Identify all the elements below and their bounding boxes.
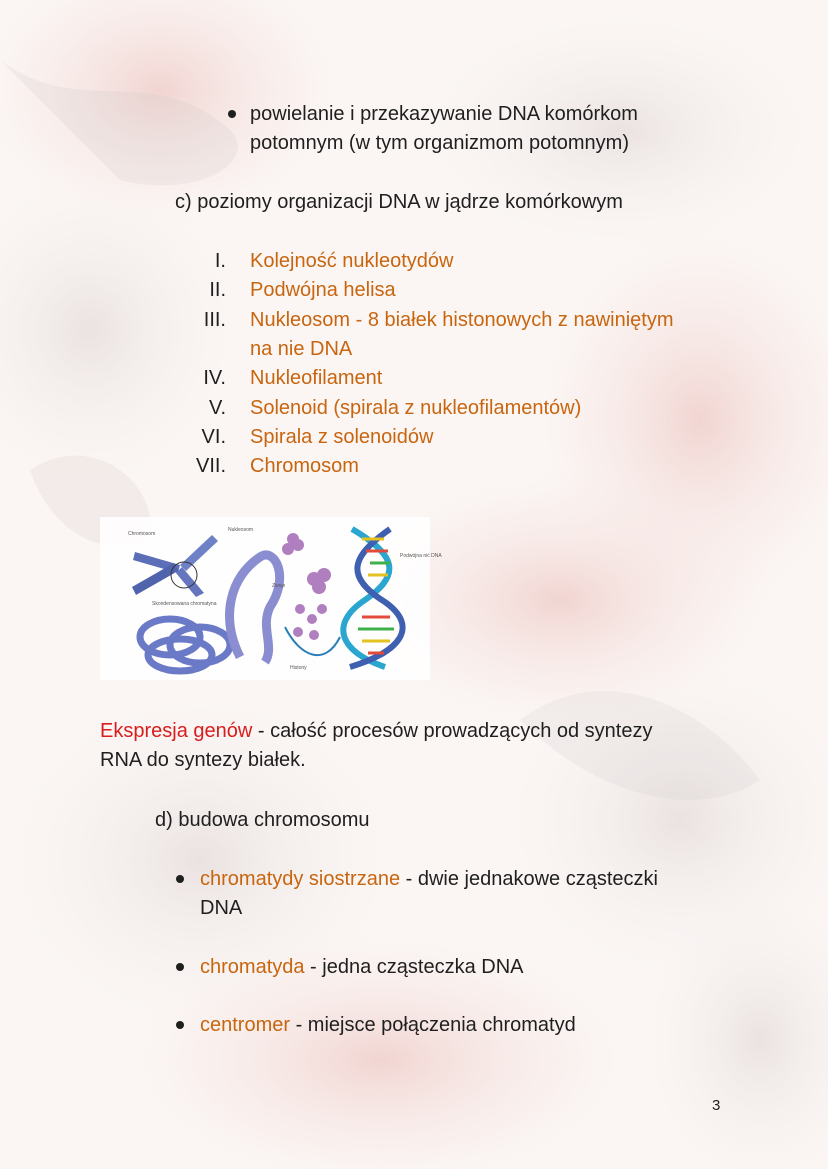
list-item-numeral: VII. xyxy=(195,455,226,477)
definition-term: chromatyda xyxy=(200,956,305,978)
expression-term: Ekspresja genów xyxy=(100,720,253,742)
definition-term: chromatydy siostrzane xyxy=(200,868,401,890)
definition-term: centromer xyxy=(200,1014,291,1036)
expression-definition-line2: RNA do syntezy białek. xyxy=(100,749,306,771)
bullet-dot xyxy=(176,963,184,971)
list-item-text-cont: na nie DNA xyxy=(250,338,353,360)
expression-definition: - całość procesów prowadzących od syntezy xyxy=(252,720,653,742)
bullet-text-line2: potomnym (w tym organizmom potomnym) xyxy=(250,132,629,154)
dna-organization-figure xyxy=(100,517,442,680)
section-c-heading: c) poziomy organizacji DNA w jądrze komórkowym xyxy=(175,191,623,213)
label-chromosome: Chromosom xyxy=(128,531,156,537)
list-item-numeral: I. xyxy=(214,250,226,272)
bullet-text-line1: powielanie i przekazywanie DNA komórkom xyxy=(250,103,638,125)
bullet-dot xyxy=(228,110,236,118)
list-item-text: Kolejność nukleotydów xyxy=(250,250,454,272)
list-item-numeral: IV. xyxy=(203,367,226,389)
bullet-dot xyxy=(176,875,184,883)
definition-text: - dwie jednakowe cząsteczki xyxy=(400,868,658,890)
list-item-numeral: II. xyxy=(209,279,226,301)
bullet-dot xyxy=(176,1021,184,1029)
expression-definition-line1 xyxy=(100,717,653,746)
list-item-text: Nukleosom - 8 białek histonowych z nawiniętym xyxy=(250,309,674,331)
page-number: 3 xyxy=(712,1097,721,1114)
list-item-text: Nukleofilament xyxy=(250,367,383,389)
list-item-text: Spirala z solenoidów xyxy=(250,426,434,448)
definition-text: - miejsce połączenia chromatyd xyxy=(290,1014,576,1036)
definition-text-cont: DNA xyxy=(200,897,243,919)
label-double-dna: Podwójna nić DNA xyxy=(400,553,442,559)
list-item-numeral: VI. xyxy=(201,426,226,448)
definition-item xyxy=(200,953,523,982)
definition-item xyxy=(200,1011,576,1040)
label-histones: Histony xyxy=(290,665,307,671)
list-item-text: Chromosom xyxy=(250,455,359,477)
list-item-text: Solenoid (spirala z nukleofilamentów) xyxy=(250,397,582,419)
label-nucleosome: Nukleosom xyxy=(228,527,254,533)
definition-text: - jedna cząsteczka DNA xyxy=(304,956,524,978)
list-item-numeral: III. xyxy=(203,309,226,331)
list-item-numeral: V. xyxy=(208,397,226,419)
label-condensed-chromatin: Skondensowana chromatyna xyxy=(152,601,217,607)
list-item-text: Podwójna helisa xyxy=(250,279,396,301)
definition-item xyxy=(200,865,658,894)
label-coil: Zwoje xyxy=(272,583,286,589)
section-d-heading: d) budowa chromosomu xyxy=(155,809,370,831)
